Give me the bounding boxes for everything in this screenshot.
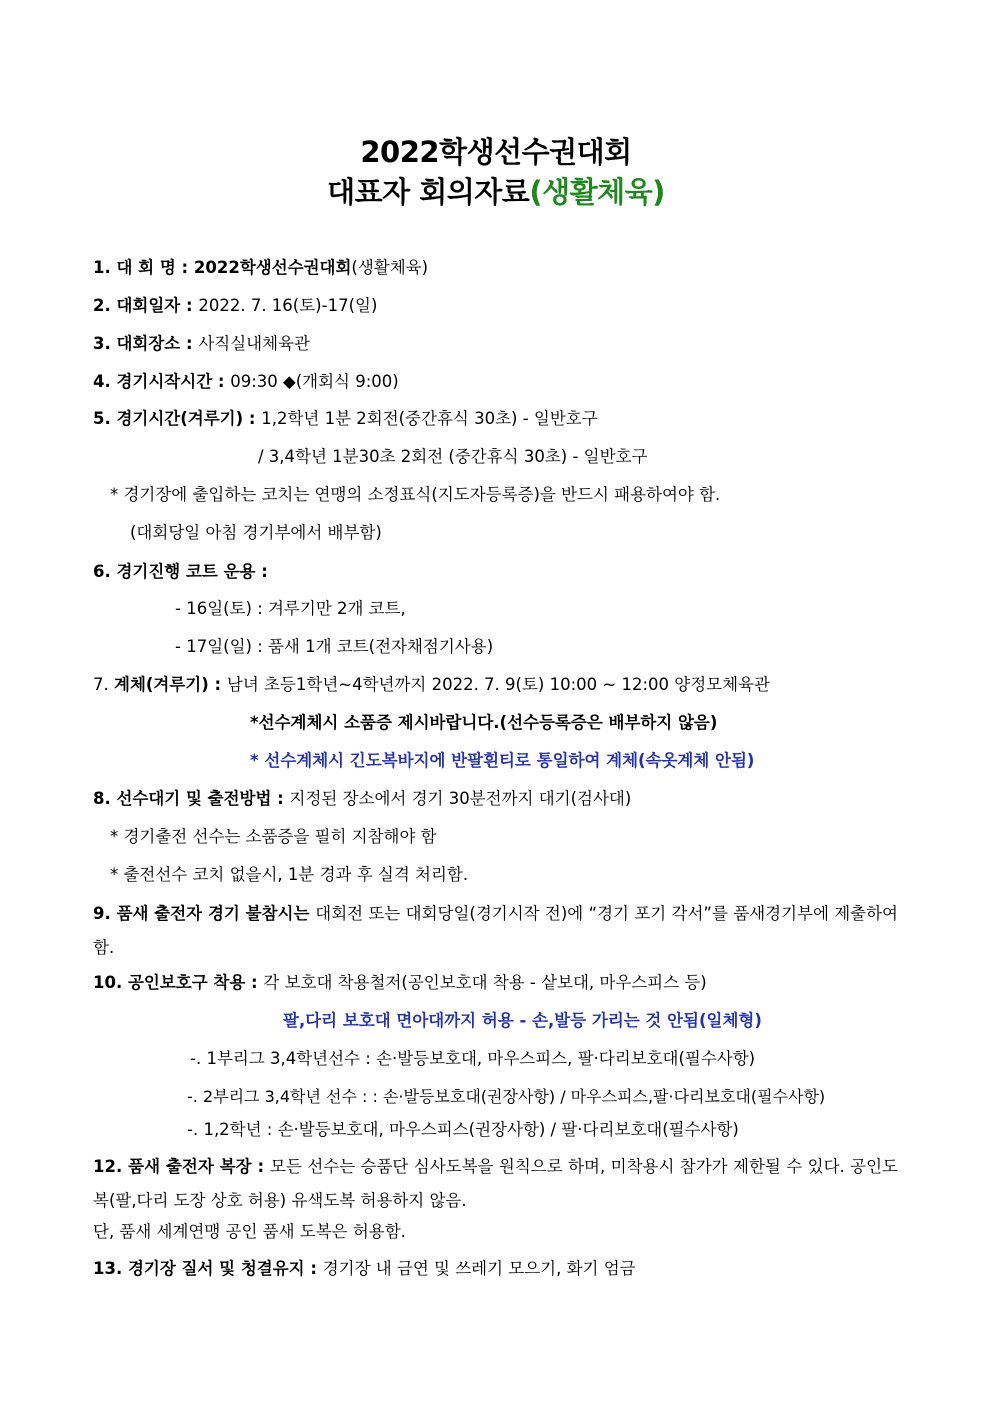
item-10-blue-note: 팔,다리 보호대 면아대까지 허용 - 손,발등 가리는 것 안됨(일체형): [283, 1011, 762, 1030]
item-8-value: 지정된 장소에서 경기 30분전까지 대기(검사대): [289, 789, 632, 808]
title-main: 대표자 회의자료: [327, 175, 530, 209]
item-1-value-bold: 2022학생선수권대회: [193, 258, 352, 277]
item-1-value: (생활체육): [351, 258, 429, 277]
item-4-start-time: [93, 371, 399, 393]
item-9-value: 대회전 또는 대회당일(경기시작 전)에 “경기 포기 각서”를 품새경기부에 제출하여 함.: [93, 904, 898, 957]
item-12-label: 12. 품새 출전자 복장 :: [93, 1157, 271, 1176]
title-category: (생활체육): [529, 175, 665, 209]
item-5-note2: (대회당일 아침 경기부에서 배부함): [130, 523, 382, 542]
item-2-label: 2. 대회일자 :: [93, 296, 199, 315]
item-9-absence: [93, 897, 898, 965]
item-13-order: [93, 1258, 636, 1280]
item-2-value: 2022. 7. 16(토)-17(일): [198, 296, 378, 315]
item-4-value: 09:30 ◆(개회식 9:00): [230, 372, 399, 391]
item-10-value: 각 보호대 착용철저(공인보호대 착용 - 샅보대, 마우스피스 등): [263, 973, 707, 992]
document-title: [0, 130, 992, 171]
item-8-note2: * 출전선수 코치 없을시, 1분 경과 후 실격 처리함.: [110, 865, 469, 884]
item-10-sub1: -. 1부리그 3,4학년선수 : 손·발등보호대, 마우스피스, 팔·다리보호대(필수사항): [190, 1049, 756, 1068]
item-1-event-name: [93, 257, 428, 279]
item-6-court-operation: 6. 경기진행 코트 운용 :: [93, 562, 268, 581]
item-8-label: 8. 선수대기 및 출전방법 :: [93, 789, 290, 808]
item-8-waiting: [93, 788, 631, 810]
item-6-sub2: - 17일(일) : 품새 1개 코트(전자채점기사용): [175, 637, 494, 656]
item-12-extra: 단, 품새 세계연맹 공인 품새 도복은 허용함.: [93, 1222, 406, 1241]
item-13-value: 경기장 내 금연 및 쓰레기 모으기, 화기 엄금: [322, 1259, 636, 1278]
item-5-value-line2: / 3,4학년 1분30초 2회전 (중간휴식 30초) - 일반호구: [258, 447, 648, 466]
item-5-note1: * 경기장에 출입하는 코치는 연맹의 소정표식(지도자등록증)을 반드시 패용하여야 함.: [110, 485, 721, 504]
item-4-label: 4. 경기시작시간 :: [93, 372, 231, 391]
item-6-sub1: - 16일(토) : 겨루기만 2개 코트,: [175, 599, 406, 618]
item-10-label: 10. 공인보호구 착용 :: [93, 973, 264, 992]
item-5-match-time: [93, 408, 598, 430]
item-12-attire: [93, 1150, 898, 1218]
item-12-value: 모든 선수는 승품단 심사도복을 원칙으로 하며, 미착용시 참가가 제한될 수 있다. 공인도복(팔,다리 도장 상호 허용) 유색도복 허용하지 않음.: [93, 1157, 898, 1210]
item-7-number: 7.: [93, 675, 114, 694]
item-13-label: 13. 경기장 질서 및 청결유지 :: [93, 1259, 323, 1278]
item-9-label: 9. 품새 출전자 경기 불참시는: [93, 904, 316, 923]
item-5-label: 5. 경기시간(겨루기) :: [93, 409, 262, 428]
item-10-sub3: -. 1,2학년 : 손·발등보호대, 마우스피스(권장사항) / 팔·다리보호대(필수사항): [187, 1120, 739, 1139]
item-10-protectors: [93, 972, 707, 994]
item-8-note1: * 경기출전 선수는 소품증을 필히 지참해야 함: [110, 827, 437, 846]
item-7-bold-note: *선수계체시 소품증 제시바랍니다.(선수등록증은 배부하지 않음): [250, 713, 718, 732]
item-7-blue-note: * 선수계체시 긴도복바지에 반팔흰티로 통일하여 계체(속옷계체 안됨): [250, 751, 755, 770]
item-7-weigh-in: [93, 674, 770, 696]
item-7-value: 남녀 초등1학년~4학년까지 2022. 7. 9(토) 10:00 ~ 12:00 양정모체육관: [226, 675, 770, 694]
item-2-dates: [93, 295, 377, 317]
item-3-venue: [93, 333, 310, 355]
item-1-label: 1. 대 회 명 :: [93, 258, 194, 277]
item-7-label: 계체(겨루기) :: [114, 675, 227, 694]
item-10-sub2: -. 2부리그 3,4학년 선수 : : 손·발등보호대(권장사항) / 마우스피스,팔·다리보호대(필수사항): [187, 1087, 826, 1106]
item-3-value: 사직실내체육관: [198, 334, 310, 353]
title-line1: 2022학생선수권대회: [360, 135, 632, 169]
document-subtitle: [0, 170, 992, 211]
item-5-value: 1,2학년 1분 2회전(중간휴식 30초) - 일반호구: [261, 409, 598, 428]
item-3-label: 3. 대회장소 :: [93, 334, 199, 353]
